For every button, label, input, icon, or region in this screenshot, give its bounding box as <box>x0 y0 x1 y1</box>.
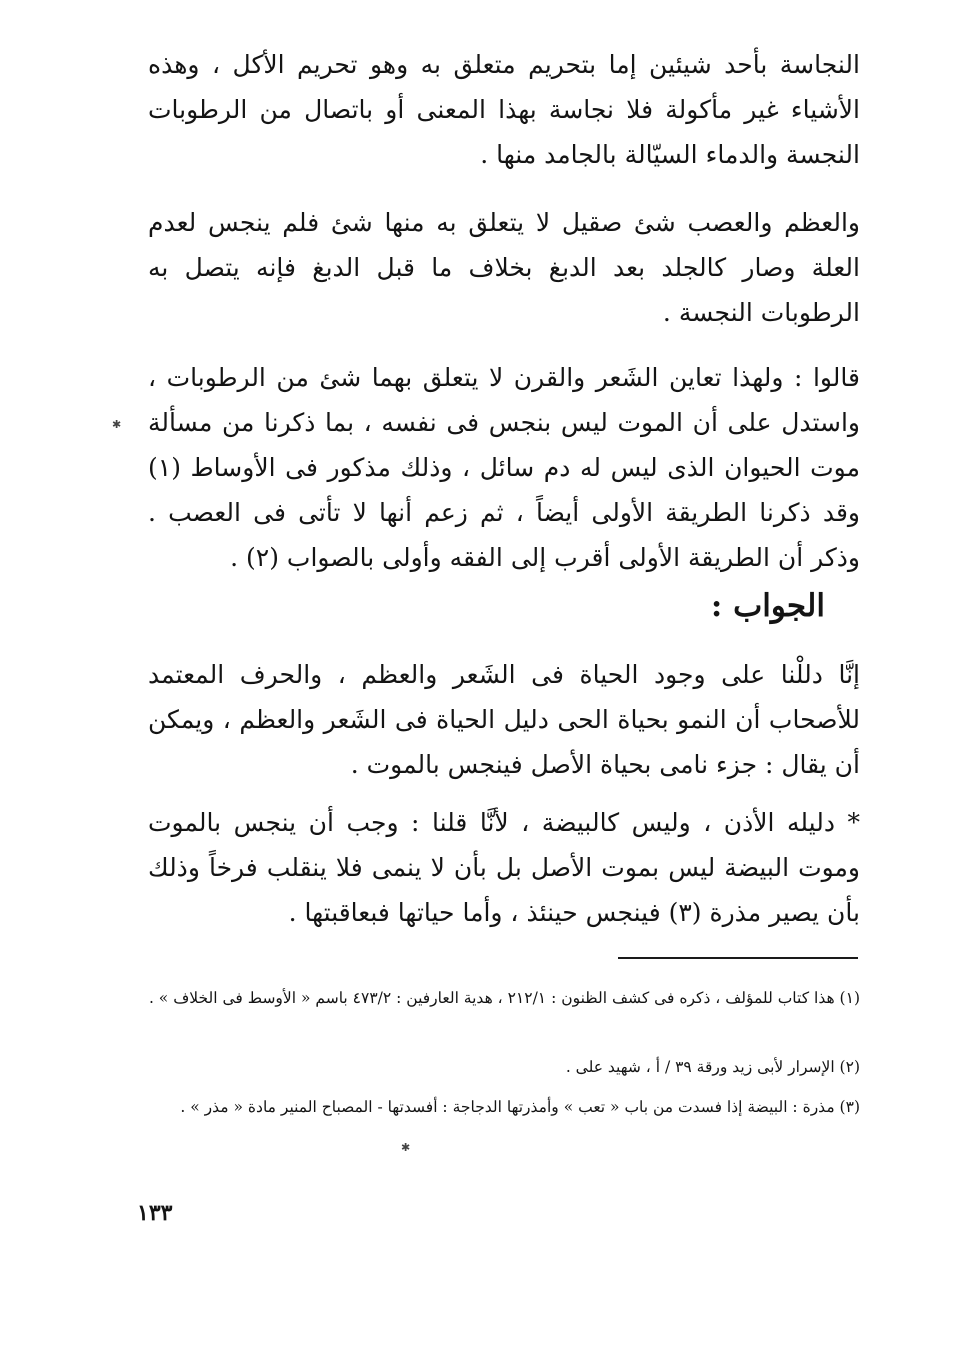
page-number: ١٣٣ <box>137 1200 173 1226</box>
body-paragraph-3: قالوا : ولهذا تعاين الشَعر والقرن لا يتعلق بهما شئ من الرطوبات ، واستدل على أن الموت ليس بنجس فى نفسه ، بما ذكرنا من مسألة موت الحيوان الذى ليس له دم سائل ، وذلك مذكور فى الأوساط (١) وقد ذكرنا الطريقة الأولى أيضاً ، ثم زعم أنها لا تأتى فى العصب . وذكر أن الطريقة الأولى أقرب إلى الفقه وأولى بالصواب (٢) . <box>148 363 860 572</box>
body-paragraph-2: والعظم والعصب شئ صقيل لا يتعلق به منها شئ فلم ينجس لعدم العلة وصار كالجلد بعد الدبغ بخلاف ما قبل الدبغ فإنه يتصل به الرطوبات النجسة . <box>148 208 860 327</box>
section-heading: الجواب : <box>710 588 825 624</box>
footnote-divider <box>618 957 858 959</box>
body-paragraph-5: * دليله الأذن ، وليس كالبيضة ، لأنَّا قلنا : وجب أن ينجس بالموت وموت البيضة ليس بموت الأصل بل بأن لا ينمى فلا ينقلب فرخاً وذلك بأن يصير مذرة (٣) فينجس حينئذ ، وأما حياتها فبعاقبتها . <box>148 808 860 927</box>
footnote-1: (١) هذا كتاب للمؤلف ، ذكره فى كشف الظنون : ٢١٢/١ ، هدية العارفين : ٤٧٣/٢ باسم « الأوسط فى الخلاف » . <box>148 989 860 1007</box>
body-paragraph-4: إنَّا دللْنا على وجود الحياة فى الشَعر والعظم ، والحرف المعتمد للأصحاب أن النمو بحياة الحى دليل الحياة فى الشَعر والعظم ، ويمكن أن يقال : جزء نامى بحياة الأصل فينجس بالموت . <box>148 660 860 779</box>
scan-speck: ✱ <box>401 1141 411 1154</box>
footnote-2: (٢) الإسرار لأبى زيد ورقة ٣٩ / أ ، شهيد على . <box>565 1058 860 1076</box>
footnote-3: (٣) مذرة : البيضة إذا فسدت من باب « تعب » وأمذرتها الدجاجة : أفسدتها - المصباح المنير مادة « مذر » . <box>180 1098 860 1116</box>
scan-speck: ✱ <box>112 418 122 431</box>
body-paragraph-1: النجاسة بأحد شيئين إما بتحريم متعلق به وهو تحريم الأكل ، وهذه الأشياء غير مأكولة فلا نجاسة بهذا المعنى أو باتصال من الرطوبات النجسة والدماء السيّالة بالجامد منها . <box>148 50 860 169</box>
